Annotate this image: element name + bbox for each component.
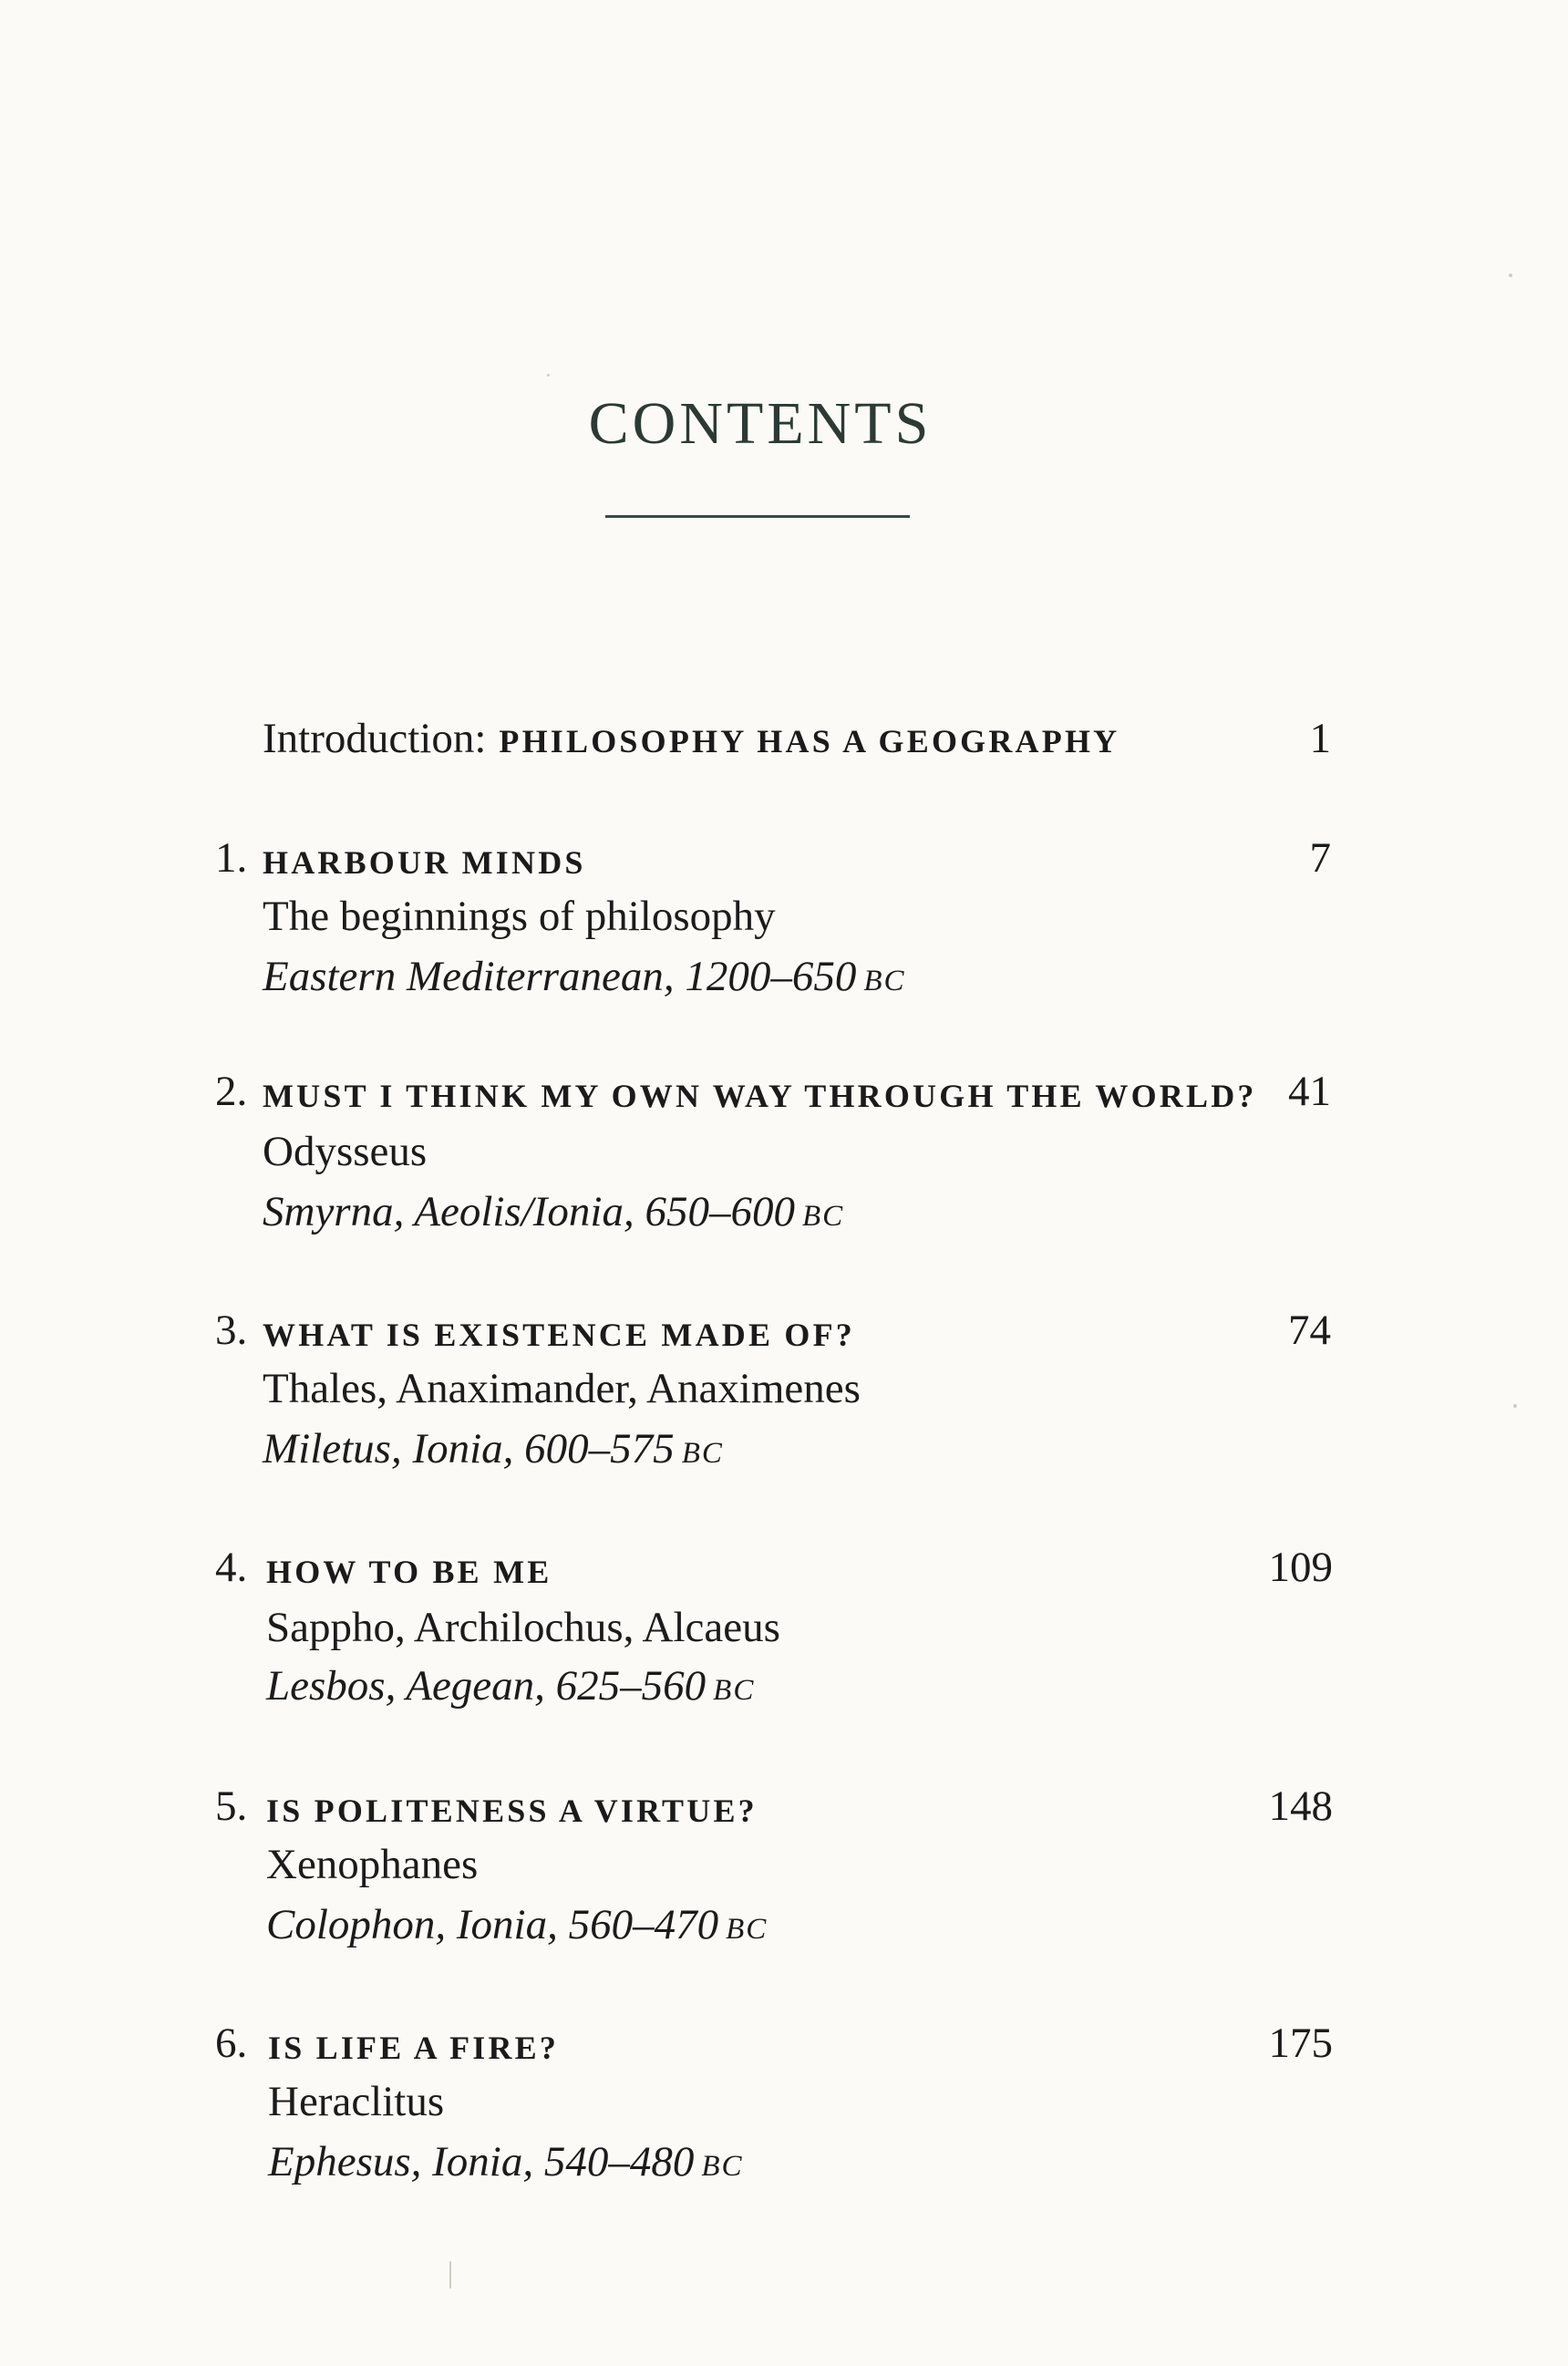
chapter-place-dates: Lesbos, Aegean, 625–560	[266, 1662, 707, 1710]
chapter-heading: IS LIFE A FIRE?	[268, 2030, 560, 2066]
chapter-heading: MUST I THINK MY OWN WAY THROUGH THE WORLD?	[263, 1078, 1257, 1114]
chapter-subtitle: The beginnings of philosophy	[263, 893, 776, 940]
chapter-place-dates: Colophon, Ionia, 560–470	[266, 1901, 719, 1948]
chapter-place-dates: Ephesus, Ionia, 540–480	[268, 2138, 695, 2185]
chapter-subtitle: Sappho, Archilochus, Alcaeus	[266, 1604, 780, 1651]
chapter-number: 2.	[215, 1068, 248, 1115]
chapter-heading: HOW TO BE ME	[266, 1554, 552, 1590]
page-number: 1	[1309, 715, 1331, 762]
chapter-place-dates: Miletus, Ionia, 600–575	[263, 1425, 675, 1472]
page-number: 148	[1268, 1782, 1333, 1830]
chapter-subtitle: Thales, Anaximander, Anaximenes	[263, 1365, 861, 1412]
title-rule	[605, 515, 910, 518]
page-number: 109	[1268, 1544, 1333, 1591]
paper-speck	[1509, 274, 1512, 277]
chapter-place-dates: Smyrna, Aeolis/Ionia, 650–600	[263, 1188, 795, 1235]
era-label: BC	[802, 1200, 845, 1233]
paper-speck	[449, 2261, 451, 2289]
chapter-number: 6.	[215, 2020, 248, 2067]
chapter-number: 5.	[215, 1782, 248, 1830]
era-label: BC	[863, 965, 906, 997]
era-label: BC	[701, 2150, 744, 2183]
page-number: 7	[1309, 834, 1331, 882]
introduction-label: Introduction:	[263, 715, 487, 762]
page-number: 74	[1288, 1307, 1331, 1354]
chapter-subtitle: Heraclitus	[268, 2078, 445, 2125]
page-title: CONTENTS	[588, 390, 933, 457]
page-number: 41	[1288, 1068, 1331, 1115]
chapter-heading: HARBOUR MINDS	[263, 844, 586, 881]
introduction-heading: PHILOSOPHY HAS A GEOGRAPHY	[499, 723, 1120, 759]
era-label: BC	[681, 1437, 724, 1470]
era-label: BC	[726, 1913, 769, 1946]
chapter-subtitle: Xenophanes	[266, 1841, 479, 1888]
paper-speck	[1513, 1404, 1517, 1408]
page-number: 175	[1268, 2020, 1333, 2067]
chapter-subtitle: Odysseus	[263, 1128, 428, 1175]
era-label: BC	[713, 1674, 756, 1707]
chapter-number: 4.	[215, 1544, 248, 1591]
chapter-heading: IS POLITENESS A VIRTUE?	[266, 1793, 758, 1829]
chapter-place-dates: Eastern Mediterranean, 1200–650	[263, 953, 857, 1000]
chapter-heading: WHAT IS EXISTENCE MADE OF?	[263, 1317, 855, 1353]
chapter-number: 1.	[215, 834, 248, 882]
chapter-number: 3.	[215, 1307, 248, 1354]
paper-speck	[547, 374, 550, 377]
